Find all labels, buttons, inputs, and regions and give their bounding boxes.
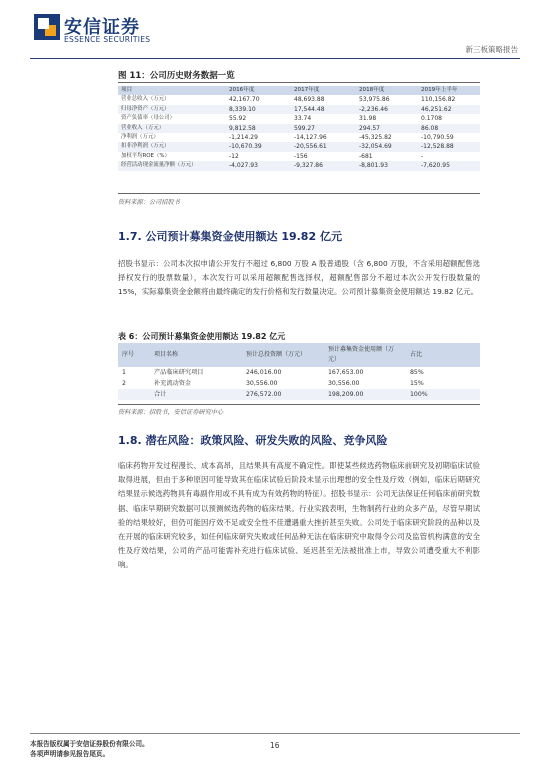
figure-source: 资料来源：公司招股书 bbox=[118, 199, 180, 206]
table-cell: 48,693.88 bbox=[294, 96, 325, 104]
table-cell: -12 bbox=[229, 152, 239, 160]
table-cell: -156 bbox=[294, 152, 308, 160]
table-cell: 补充流动资金 bbox=[154, 380, 192, 387]
table-cell: 15% bbox=[410, 380, 424, 387]
table-cell: 42,167.70 bbox=[229, 96, 260, 104]
table-cell: -9,327.86 bbox=[291, 161, 356, 170]
table-cell: 1 bbox=[122, 369, 126, 376]
table-cell: 合计 bbox=[150, 389, 242, 400]
table-row bbox=[118, 152, 480, 161]
report-type: 新三板策略报告 bbox=[465, 45, 518, 54]
column-header: 占比 bbox=[406, 343, 480, 367]
table-cell: -4,027.93 bbox=[226, 161, 291, 170]
table-cell: 167,653.00 bbox=[328, 369, 364, 376]
column-header: 2019年上半年 bbox=[418, 86, 480, 95]
header-divider bbox=[30, 58, 520, 59]
table-cell: 8,339.10 bbox=[226, 105, 291, 114]
table-header-row bbox=[118, 86, 480, 95]
row-label: 净利润（万元） bbox=[121, 134, 159, 141]
column-header: 序号 bbox=[118, 343, 150, 367]
row-label: 资产负债率（母公司） bbox=[121, 115, 175, 122]
column-header: 预计总投资额（万元） bbox=[242, 343, 324, 367]
essence-logo-icon bbox=[34, 14, 60, 40]
row-label: 经营活动现金流量净额（万元） bbox=[118, 161, 226, 170]
page-number: 16 bbox=[270, 741, 280, 750]
fund-usage-table bbox=[118, 343, 480, 400]
table-cell bbox=[118, 389, 150, 400]
table-cell: -7,620.95 bbox=[418, 161, 480, 170]
table-cell: 198,209.00 bbox=[324, 389, 406, 400]
footer-disclaimer bbox=[30, 739, 149, 759]
table-cell: 276,572.00 bbox=[242, 389, 324, 400]
table-cell: 2 bbox=[122, 380, 126, 387]
table-cell: - bbox=[421, 152, 424, 160]
table-cell: 86.08 bbox=[418, 124, 480, 133]
table-bottom-rule bbox=[118, 193, 480, 194]
table-cell: 53,975.86 bbox=[359, 96, 390, 104]
table-cell: -32,054.69 bbox=[356, 142, 418, 151]
table-cell: -20,556.61 bbox=[291, 142, 356, 151]
table-title: 表 6：公司预计募集资金使用额达 19.82 亿元 bbox=[118, 332, 286, 341]
table-row bbox=[118, 133, 480, 142]
row-label: 归母净资产（万元） bbox=[118, 105, 226, 114]
table-cell: -12,528.88 bbox=[418, 142, 480, 151]
table-cell: -681 bbox=[359, 152, 373, 160]
table-total-row bbox=[118, 389, 480, 400]
table-cell: 0.1708 bbox=[421, 115, 442, 123]
section-paragraph: 招股书显示：公司本次拟申请公开发行不超过 6,800 万股 A 股普通股（含 6,800 万股，不含采用超额配售选择权发行的股票数量），本次发行可以采用超额配售选择权，超额配售部分不超过本次公开发行股数量的 15%，实际募集资金金额将由最终确定的发行价格和发行数量决定。公司预计募集资金使用额达 19.82 亿元。 bbox=[118, 259, 480, 297]
row-label: 扣非净利润（万元） bbox=[118, 142, 226, 151]
column-header: 项目 bbox=[118, 86, 226, 95]
table-cell: -45,325.82 bbox=[359, 134, 392, 142]
column-header: 2016年度 bbox=[226, 86, 291, 95]
table-cell: 110,156.82 bbox=[421, 96, 456, 104]
table-cell: 31.98 bbox=[359, 115, 377, 123]
brand-name-cn: 安信证券 bbox=[64, 17, 140, 38]
table-row bbox=[118, 142, 480, 151]
table-cell: 46,251.62 bbox=[418, 105, 480, 114]
table-cell: 246,016.00 bbox=[246, 369, 282, 376]
table-row bbox=[118, 114, 480, 123]
table-cell: 30,556.00 bbox=[246, 380, 278, 387]
table-cell: 33.74 bbox=[294, 115, 312, 123]
table-row bbox=[118, 95, 480, 104]
brand-name-en: ESSENCE SECURITIES bbox=[64, 35, 151, 44]
table-cell: -1,214.29 bbox=[229, 134, 258, 142]
column-header: 2017年度 bbox=[291, 86, 356, 95]
row-label: 营业收入（万元） bbox=[118, 124, 226, 133]
table-cell: -10,670.39 bbox=[226, 142, 291, 151]
column-header: 预计募集资金使用额（万元） bbox=[324, 343, 406, 367]
copyright-notice: 本报告版权属于安信证券股份有限公司。 bbox=[30, 740, 149, 748]
table-cell: 17,544.48 bbox=[291, 105, 356, 114]
table-row bbox=[118, 124, 480, 133]
table-row bbox=[118, 367, 480, 378]
table-cell: 294.57 bbox=[356, 124, 418, 133]
section-heading: 1.7. 公司预计募集资金使用额达 19.82 亿元 bbox=[118, 230, 342, 243]
table-cell: 55.92 bbox=[229, 115, 247, 123]
table-cell: 9,812.58 bbox=[226, 124, 291, 133]
column-header: 2018年度 bbox=[356, 86, 418, 95]
table-cell: -10,790.59 bbox=[421, 134, 454, 142]
table-row bbox=[118, 161, 480, 170]
page-header bbox=[0, 0, 550, 62]
table-row bbox=[118, 105, 480, 114]
row-label: 加权平均ROE（%） bbox=[121, 152, 170, 159]
table-row bbox=[118, 378, 480, 389]
section-heading: 1.8. 潜在风险：政策风险、研发失败的风险、竞争风险 bbox=[118, 434, 388, 447]
table-cell: 85% bbox=[410, 369, 424, 376]
column-header: 项目名称 bbox=[150, 343, 242, 367]
figure-title: 图 11：公司历史财务数据一览 bbox=[118, 71, 235, 81]
row-label: 营业总收入（万元） bbox=[121, 96, 170, 103]
footer-divider bbox=[30, 733, 520, 734]
table-cell: 30,556.00 bbox=[328, 380, 360, 387]
table-cell: -8,801.93 bbox=[356, 161, 418, 170]
table-bottom-rule bbox=[118, 404, 480, 405]
table-source: 资料来源：招股书，安信证券研究中心 bbox=[118, 409, 224, 416]
table-cell: 100% bbox=[406, 389, 480, 400]
table-cell: 599.27 bbox=[291, 124, 356, 133]
table-cell: 产品临床研究项目 bbox=[154, 369, 204, 376]
table-header-row bbox=[118, 343, 480, 367]
table-cell: -2,236.46 bbox=[356, 105, 418, 114]
section-paragraph: 临床药物开发过程漫长、成本高昂，且结果具有高度不确定性。即使某些候选药物临床前研究及初期临床试验取得进展，但由于多种原因可能导致其在临床试验后阶段未显示出理想的安全性及疗效（例如，临床后期研究结果显示候选药物具有毒副作用或不具有成为有效药物的特征）。招股书显示：公司无法保证任何临床前研究数据、临床早期研究数据可以预测候选药物的临床结果。行业实践表明，生物制药行业的众多产品，尽管早期试验的结果较好，但仍可能因疗效不足或安全性不佳遭遇重大挫折甚至失败。公司处于临床研究阶段的品种以及在开展的临床研究较多，如任何临床研究失败或任何品种无法在临床研究中取得令公司及监管机构满意的安全性及疗效结果，公司的产品可能需补充进行临床试验、延迟甚至无法被批准上市，导致公司遭受重大不利影响。 bbox=[118, 461, 480, 570]
table-cell: -14,127.96 bbox=[294, 134, 327, 142]
figure-title-rule bbox=[118, 82, 480, 83]
financial-history-table bbox=[118, 86, 480, 171]
disclaimer-note: 各项声明请参见报告尾页。 bbox=[30, 750, 110, 758]
